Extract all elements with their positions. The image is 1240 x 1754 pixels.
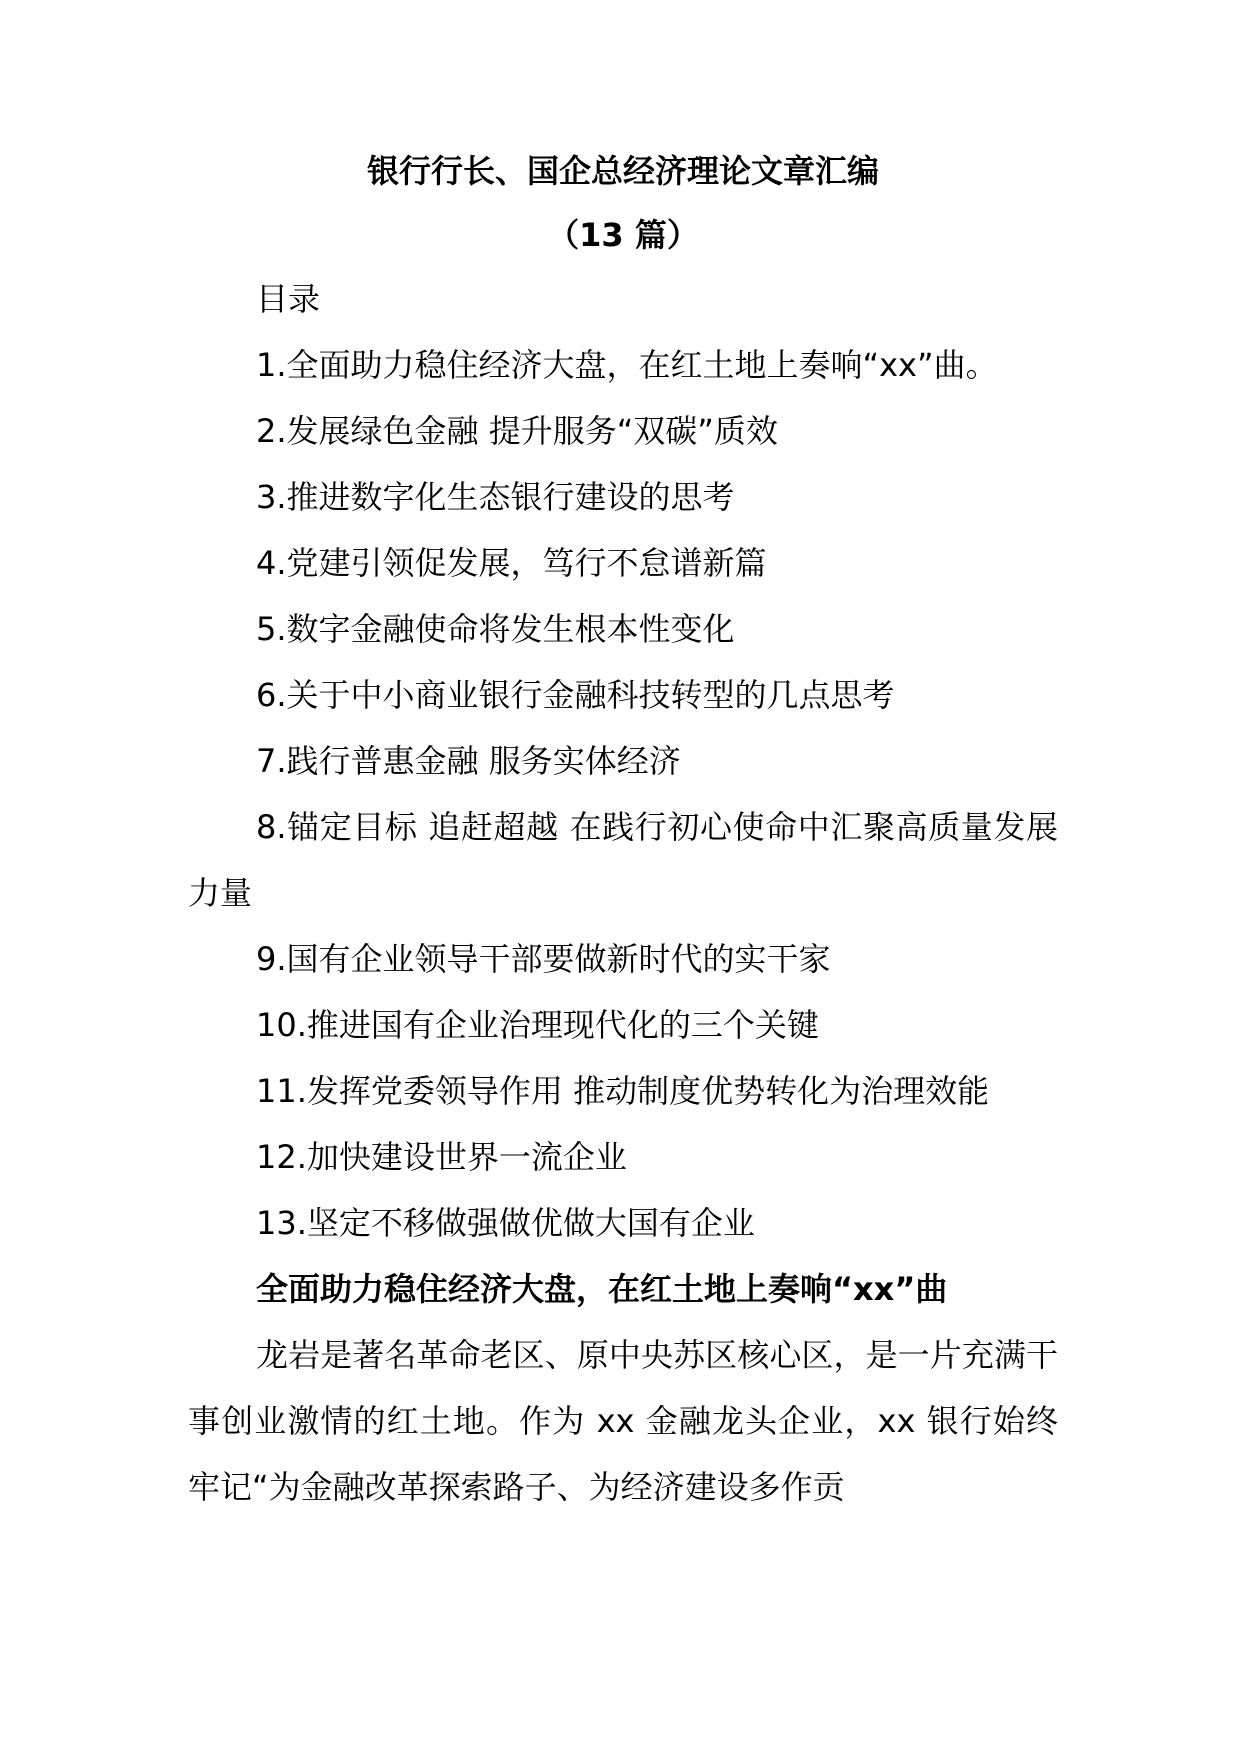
document-subtitle: （13 篇） <box>547 216 699 254</box>
toc-heading: 目录 <box>256 280 321 318</box>
toc-item: 6.关于中小商业银行金融科技转型的几点思考 <box>256 676 895 714</box>
toc-item: 3.推进数字化生态银行建设的思考 <box>256 478 735 516</box>
table-of-contents <box>188 332 1058 1256</box>
toc-item: 12.加快建设世界一流企业 <box>256 1138 627 1176</box>
body-paragraph: 龙岩是著名革命老区、原中央苏区核心区，是一片充满干事创业激情的红土地。作为 xx 金融龙头企业，xx 银行始终牢记“为金融改革探索路子、为经济建设多作贡 <box>188 1336 1058 1506</box>
toc-item: 5.数字金融使命将发生根本性变化 <box>256 610 735 648</box>
toc-item: 1.全面助力稳住经济大盘，在红土地上奏响“xx”曲。 <box>256 346 998 384</box>
toc-item: 10.推进国有企业治理现代化的三个关键 <box>256 1006 819 1044</box>
toc-item: 2.发展绿色金融 提升服务“双碳”质效 <box>256 412 778 450</box>
toc-item: 8.锚定目标 追赶超越 在践行初心使命中汇聚高质量发展力量 <box>188 808 1058 912</box>
document-page <box>188 150 1058 1520</box>
document-title: 银行行长、国企总经济理论文章汇编 <box>366 152 879 190</box>
toc-item: 9.国有企业领导干部要做新时代的实干家 <box>256 940 831 978</box>
toc-item: 13.坚定不移做强做优做大国有企业 <box>256 1204 755 1242</box>
section-title: 全面助力稳住经济大盘，在红土地上奏响“xx”曲 <box>256 1270 948 1308</box>
toc-item: 7.践行普惠金融 服务实体经济 <box>256 742 681 780</box>
toc-item: 11.发挥党委领导作用 推动制度优势转化为治理效能 <box>256 1072 990 1110</box>
toc-item: 4.党建引领促发展，笃行不怠谱新篇 <box>256 544 767 582</box>
